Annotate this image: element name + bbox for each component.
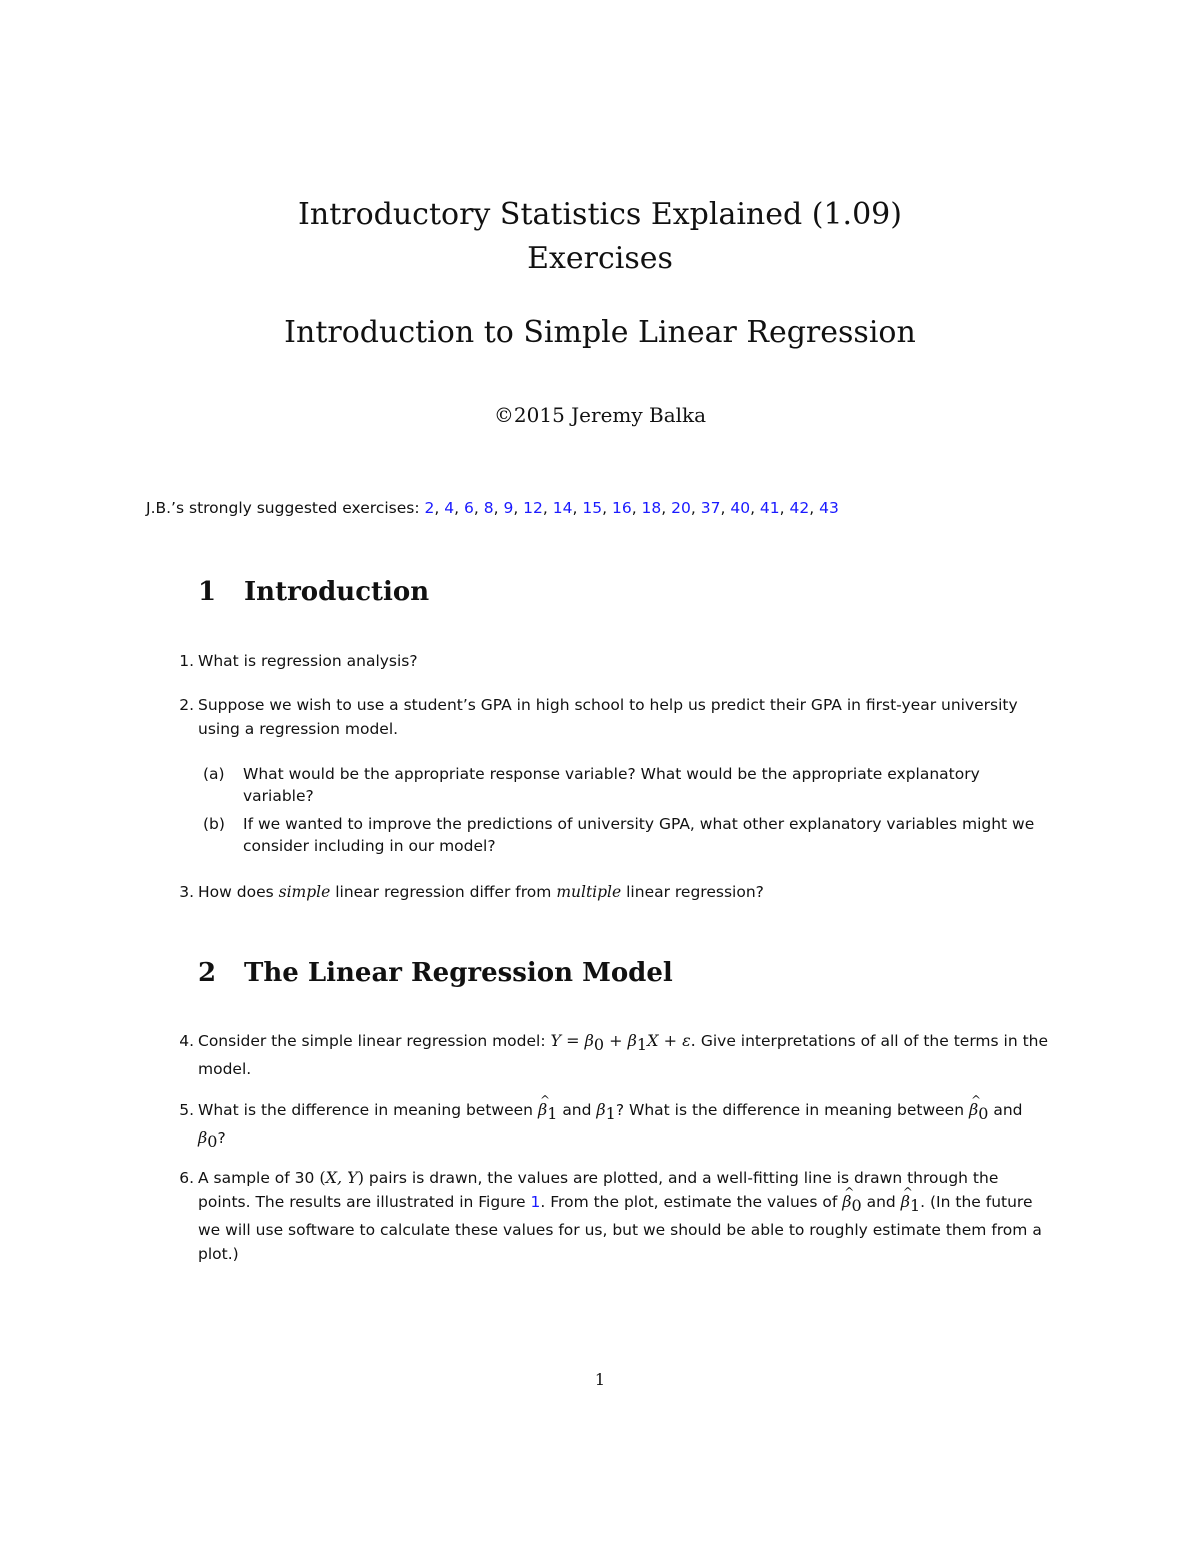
question-number: 5. (179, 1101, 194, 1119)
suggested-exercise-list (425, 499, 839, 517)
exercise-link-8[interactable]: 8 (483, 499, 494, 517)
beta-0: β (198, 1128, 208, 1148)
text-fragment: . (In the future we will use software to calculate these values for us, but we should be able to roughly estimate them from a plot.) (198, 1193, 1042, 1264)
exercise-link-40[interactable]: 40 (730, 499, 751, 517)
text-fragment: A sample of 30 (198, 1169, 315, 1187)
emphasis-multiple: multiple (556, 883, 622, 901)
separator: , (454, 499, 464, 517)
text-fragment: ? What is the difference in meaning between (615, 1101, 965, 1119)
beta-1-hat: ^ β (901, 1190, 910, 1214)
question-number: 6. (179, 1169, 194, 1187)
suggested-label: J.B.’s strongly suggested exercises: (146, 499, 420, 517)
separator: , (473, 499, 484, 517)
question-text: Suppose we wish to use a student’s GPA in high school to help us predict their GPA in first-year university using a regression model. (198, 696, 1018, 738)
suggested-exercises (146, 499, 839, 517)
separator: , (809, 499, 820, 517)
beta-0-hat: ^ β (842, 1190, 851, 1214)
document-topic: Introduction to Simple Linear Regression (284, 315, 916, 350)
separator: , (631, 499, 642, 517)
question-4: 4. Consider the simple linear regression model: $Y = \beta_0 + \beta_1X + \varepsilon$. Give interpretations of all of the terms in the model. (198, 1029, 1050, 1081)
text-fragment: and (993, 1101, 1023, 1119)
text-fragment: How does (198, 883, 279, 901)
question-2b (203, 813, 1050, 857)
separator: , (779, 499, 790, 517)
subquestion-label: (a) (203, 765, 225, 783)
separator: , (750, 499, 760, 517)
text-fragment: ? (217, 1129, 226, 1148)
section-title: Introduction (244, 577, 430, 607)
question-1 (179, 649, 1050, 673)
text-fragment: What is the difference in meaning between (198, 1101, 533, 1119)
separator: , (661, 499, 672, 517)
exercise-link-14[interactable]: 14 (552, 499, 573, 517)
exercise-link-15[interactable]: 15 (582, 499, 603, 517)
exercise-link-12[interactable]: 12 (523, 499, 543, 517)
exercise-link-16[interactable]: 16 (611, 499, 632, 517)
question-5: 5. What is the difference in meaning between ^ $\beta_1$ and $\beta_1$? What is the difference in meaning between ^ $\beta_0$ and $\beta_0$? (198, 1098, 1050, 1154)
question-2 (179, 693, 1050, 741)
separator: , (542, 499, 553, 517)
text-fragment: and (866, 1193, 896, 1211)
question-number: 3. (179, 883, 194, 901)
exercise-link-4[interactable]: 4 (444, 499, 455, 517)
separator: , (572, 499, 583, 517)
separator: , (690, 499, 701, 517)
separator: , (720, 499, 731, 517)
section-number: 1 (198, 577, 217, 607)
text-fragment: pairs is drawn, the values are plotted, and a well-fitting line is drawn through the points. The results are illustrated in Figure (198, 1169, 999, 1211)
separator: , (602, 499, 612, 517)
text-fragment: . From the plot, estimate the values of (540, 1193, 838, 1211)
question-6: 6. A sample of 30 (X, Y) pairs is drawn, the values are plotted, and a well-fitting line is drawn through the points. The results are illustrated in Figure 1. From the plot, estimate the values of ^ $\beta_0$ and ^ $\beta_1$. (In the future we will use software to calculate these values for us, but we should be able to roughly estimate them from a plot.) (198, 1166, 1050, 1266)
exercise-link-42[interactable]: 42 (789, 499, 810, 517)
section-heading-2 (198, 958, 673, 988)
separator: , (493, 499, 504, 517)
section-heading-1 (198, 577, 429, 607)
subquestion-text: What would be the appropriate response variable? What would be the appropriate explanatory variable? (243, 765, 980, 805)
exercise-link-2[interactable]: 2 (424, 499, 435, 517)
question-2a (203, 763, 1050, 807)
question-number: 1. (179, 652, 194, 670)
exercise-link-37[interactable]: 37 (700, 499, 721, 517)
beta-0-hat: ^ β (969, 1098, 978, 1122)
question-number: 4. (179, 1032, 194, 1050)
subquestion-label: (b) (203, 815, 225, 833)
text-fragment: linear regression differ from (330, 883, 557, 901)
copyright-icon: © (493, 403, 514, 427)
separator: , (513, 499, 524, 517)
exercise-link-20[interactable]: 20 (671, 499, 691, 517)
regression-equation: Y (550, 1031, 562, 1050)
question-3 (179, 880, 1050, 904)
text-fragment: Give interpretations of all of the terms in the model. (198, 1032, 1049, 1079)
exercise-link-18[interactable]: 18 (641, 499, 662, 517)
text-fragment: linear regression? (621, 883, 764, 901)
exercise-link-41[interactable]: 41 (759, 499, 780, 517)
separator: , (434, 499, 445, 517)
document-subtitle: Exercises (527, 241, 673, 276)
beta-1: β (596, 1100, 606, 1119)
text-fragment: Consider the simple linear regression model: (198, 1032, 546, 1050)
document-title: Introductory Statistics Explained (1.09) (298, 197, 902, 232)
page-number: 1 (594, 1370, 606, 1389)
subquestion-text: If we wanted to improve the predictions of university GPA, what other explanatory variables might we consider including in our model? (243, 815, 1035, 855)
beta-1-hat: ^ β (538, 1098, 547, 1122)
author-name: 2015 Jeremy Balka (513, 403, 707, 427)
exercise-link-6[interactable]: 6 (463, 499, 474, 517)
question-text: What is regression analysis? (198, 652, 418, 670)
question-number: 2. (179, 696, 194, 714)
figure-link[interactable]: 1 (530, 1193, 541, 1211)
section-title: The Linear Regression Model (244, 958, 673, 988)
exercise-link-43[interactable]: 43 (819, 499, 839, 517)
author-line (0, 403, 1200, 427)
exercise-link-9[interactable]: 9 (503, 499, 514, 517)
text-fragment: and (562, 1101, 592, 1119)
section-number: 2 (198, 958, 217, 988)
emphasis-simple: simple (278, 883, 331, 901)
